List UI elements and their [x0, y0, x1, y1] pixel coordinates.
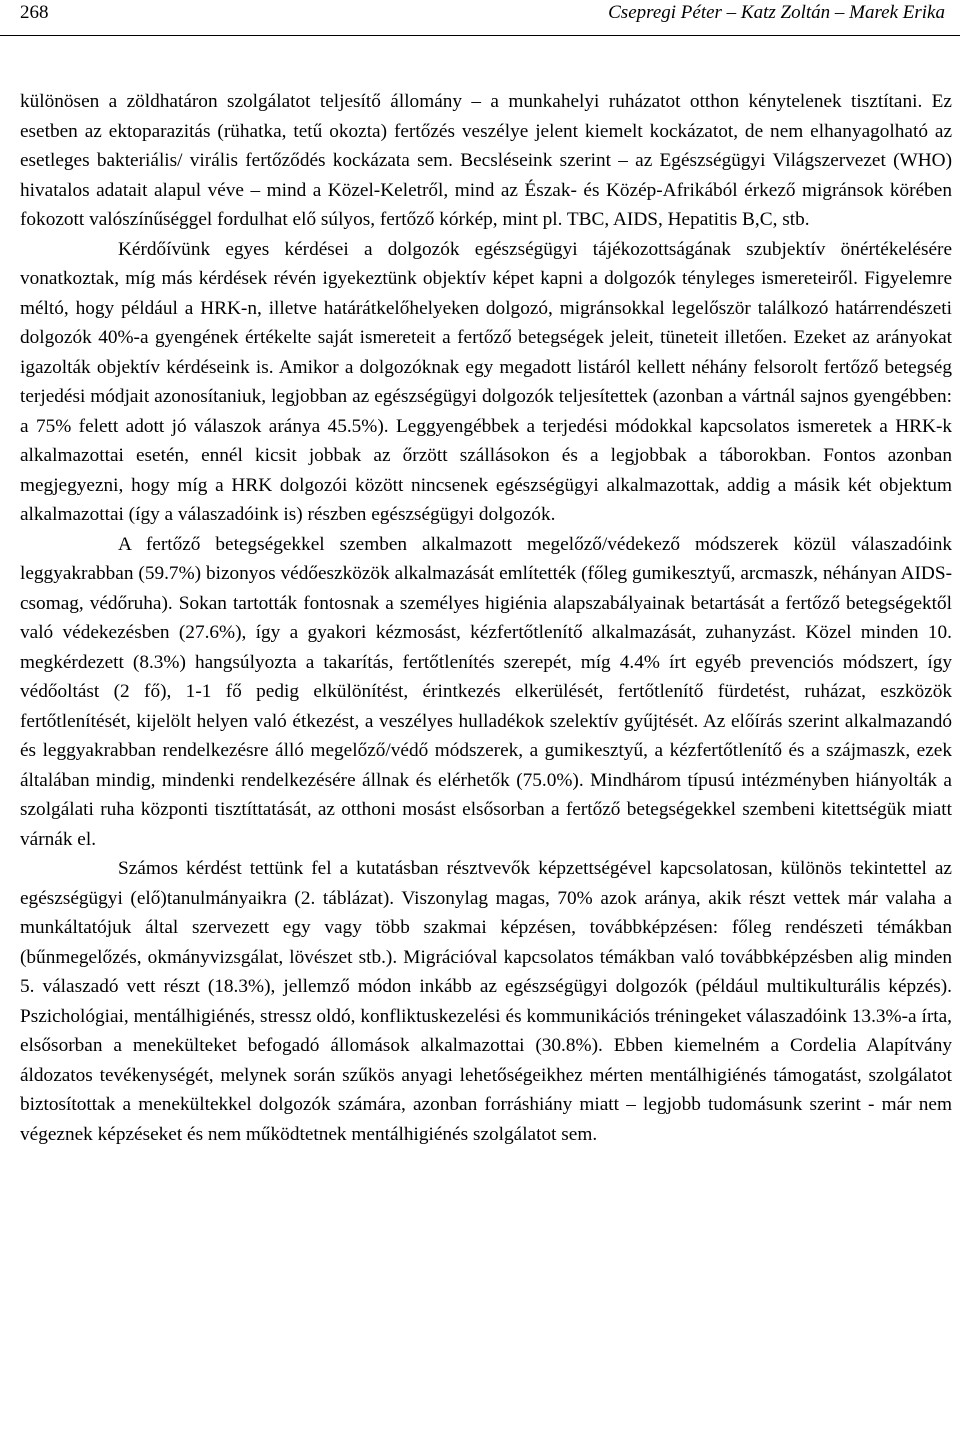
- paragraph-questionnaire: Kérdőívünk egyes kérdései a dolgozók egészségügyi tájékozottságának szubjektív önértékelésére vonatkoztak, míg más kérdések révén igyekeztünk objektív képet kapni a dolgozók tényleges ismereteiről. Figyelemre méltó, hogy például a HRK-n, illetve határátkelőhelyeken dolgozó, migránsokkal legelőször találkozó határrendészeti dolgozók 40%-a gyengének értékelte saját ismereteit a fertőző betegségek jeleit, tüneteit illetően. Ezeket az arányokat igazolták objektív kérdéseink is. Amikor a dolgozóknak egy megadott listáról kellett néhány felsorolt fertőző betegség terjedési módjait azonosítaniuk, legjobban az egészségügyi dolgozók teljesítettek (azonban a vártnál sajnos gyengébben: a 75% felett adott jó válaszok aránya 45.5%). Leggyengébbek a terjedési módokkal kapcsolatos ismeretek a HRK-k alkalmazottai esetén, ennél kicsit jobbak az őrzött szállásokon és a legjobbak a táborokban. Fontos azonban megjegyezni, hogy míg a HRK dolgozói között nincsenek egészségügyi alkalmazottak, addig a másik két objektum alkalmazottai (így a válaszadóink is) részben egészségügyi dolgozók.: [20, 238, 952, 525]
- paragraph-training: Számos kérdést tettünk fel a kutatásban résztvevők képzettségével kapcsolatosan, különös tekintettel az egészségügyi (elő)tanulmányaikra (2. táblázat). Viszonylag magas, 70% azok aránya, akik részt vettek már valaha a munkáltatójuk által szervezett egy vagy több szakmai képzésen, továbbképzésen: főleg rendészeti témákban (bűnmegelőzés, okmányvizsgálat, lövészet stb.). Migrációval kapcsolatos témákban való továbbképzésben alig minden 5. válaszadó vett részt (18.3%), jellemző módon inkább az egészségügyi dolgozók (például multikulturális képzés). Pszichológiai, mentálhigiénés, stressz oldó, konfliktuskezelési és kommunikációs tréningeket válaszadóink 13.3%-a írta, elsősorban a menekülteket befogadó állomások alkalmazottai (30.8%). Ebben kiemelném a Cordelia Alapítvány áldozatos tevékenységét, melynek során szűkös anyagi lehetőségeikhez mérten mentálhigiénés támogatást, szolgálatot biztosítottak a menekültekkel dolgozók számára, azonban forráshiány miatt – legjobb tudomásunk szerint - már nem végeznek képzéseket és nem működtetnek mentálhigiénés szolgálatot sem.: [20, 858, 952, 1145]
- paragraph-continuation: különösen a zöldhatáron szolgálatot teljesítő állomány – a munkahelyi ruházatot otthon kénytelenek tisztítani. Ez esetben az ektoparazitás (rühatka, tetű okozta) fertőzés veszélye jelent kiemelt kockázatot, de nem elhanyagolható az esetleges bakteriális/ virális fertőződés kockázata sem. Becsléseink szerint – az Egészségügyi Világszervezet (WHO) hivatalos adatait alapul véve – mind a Közel-Keletről, mind az Észak- és Közép-Afrikából érkező migránsok körében fokozott valószínűséggel fordulhat elő súlyos, fertőző kórkép, mint pl. TBC, AIDS, Hepatitis B,C, stb.: [20, 91, 952, 230]
- page-header: [0, 0, 960, 36]
- running-head-authors: Csepregi Péter – Katz Zoltán – Marek Erika: [608, 2, 945, 23]
- paragraph-prevention-methods: A fertőző betegségekkel szemben alkalmazott megelőző/védekező módszerek közül válaszadóink leggyakrabban (59.7%) bizonyos védőeszközök alkalmazását említették (főleg gumikesztyű, arcmaszk, néhányan AIDS-csomag, védőruha). Sokan tartották fontosnak a személyes higiénia alapszabályainak betartását a fertőző betegségektől való védekezésben (27.6%), így a gyakori kézmosást, kézfertőtlenítő alkalmazását, zuhanyzást. Közel minden 10. megkérdezett (8.3%) hangsúlyozta a takarítás, fertőtlenítés szerepét, míg 4.4% írt egyéb prevenciós módszert, így védőoltást (2 fő), 1-1 fő pedig elkülönítést, érintkezés elkerülését, fertőtlenítő fürdetést, ruházat, eszközök fertőtlenítését, kijelölt helyen való étkezést, a veszélyes hulladékok szelektív gyűjtését. Az előírás szerint alkalmazandó és leggyakrabban rendelkezésre álló megelőző/védő módszerek, a gumikesztyű, a kézfertőtlenítő és a szájmaszk, ezek általában mindig, mindenki rendelkezésére állnak és elérhetők (75.0%). Mindhárom típusú intézményben hiányolták a szolgálati ruha központi tisztíttatását, az otthoni mosást elsősorban a fertőző betegségekkel szembeni kitettségük miatt várnák el.: [20, 533, 952, 850]
- body-text: [20, 87, 952, 1149]
- page-number: 268: [20, 2, 49, 23]
